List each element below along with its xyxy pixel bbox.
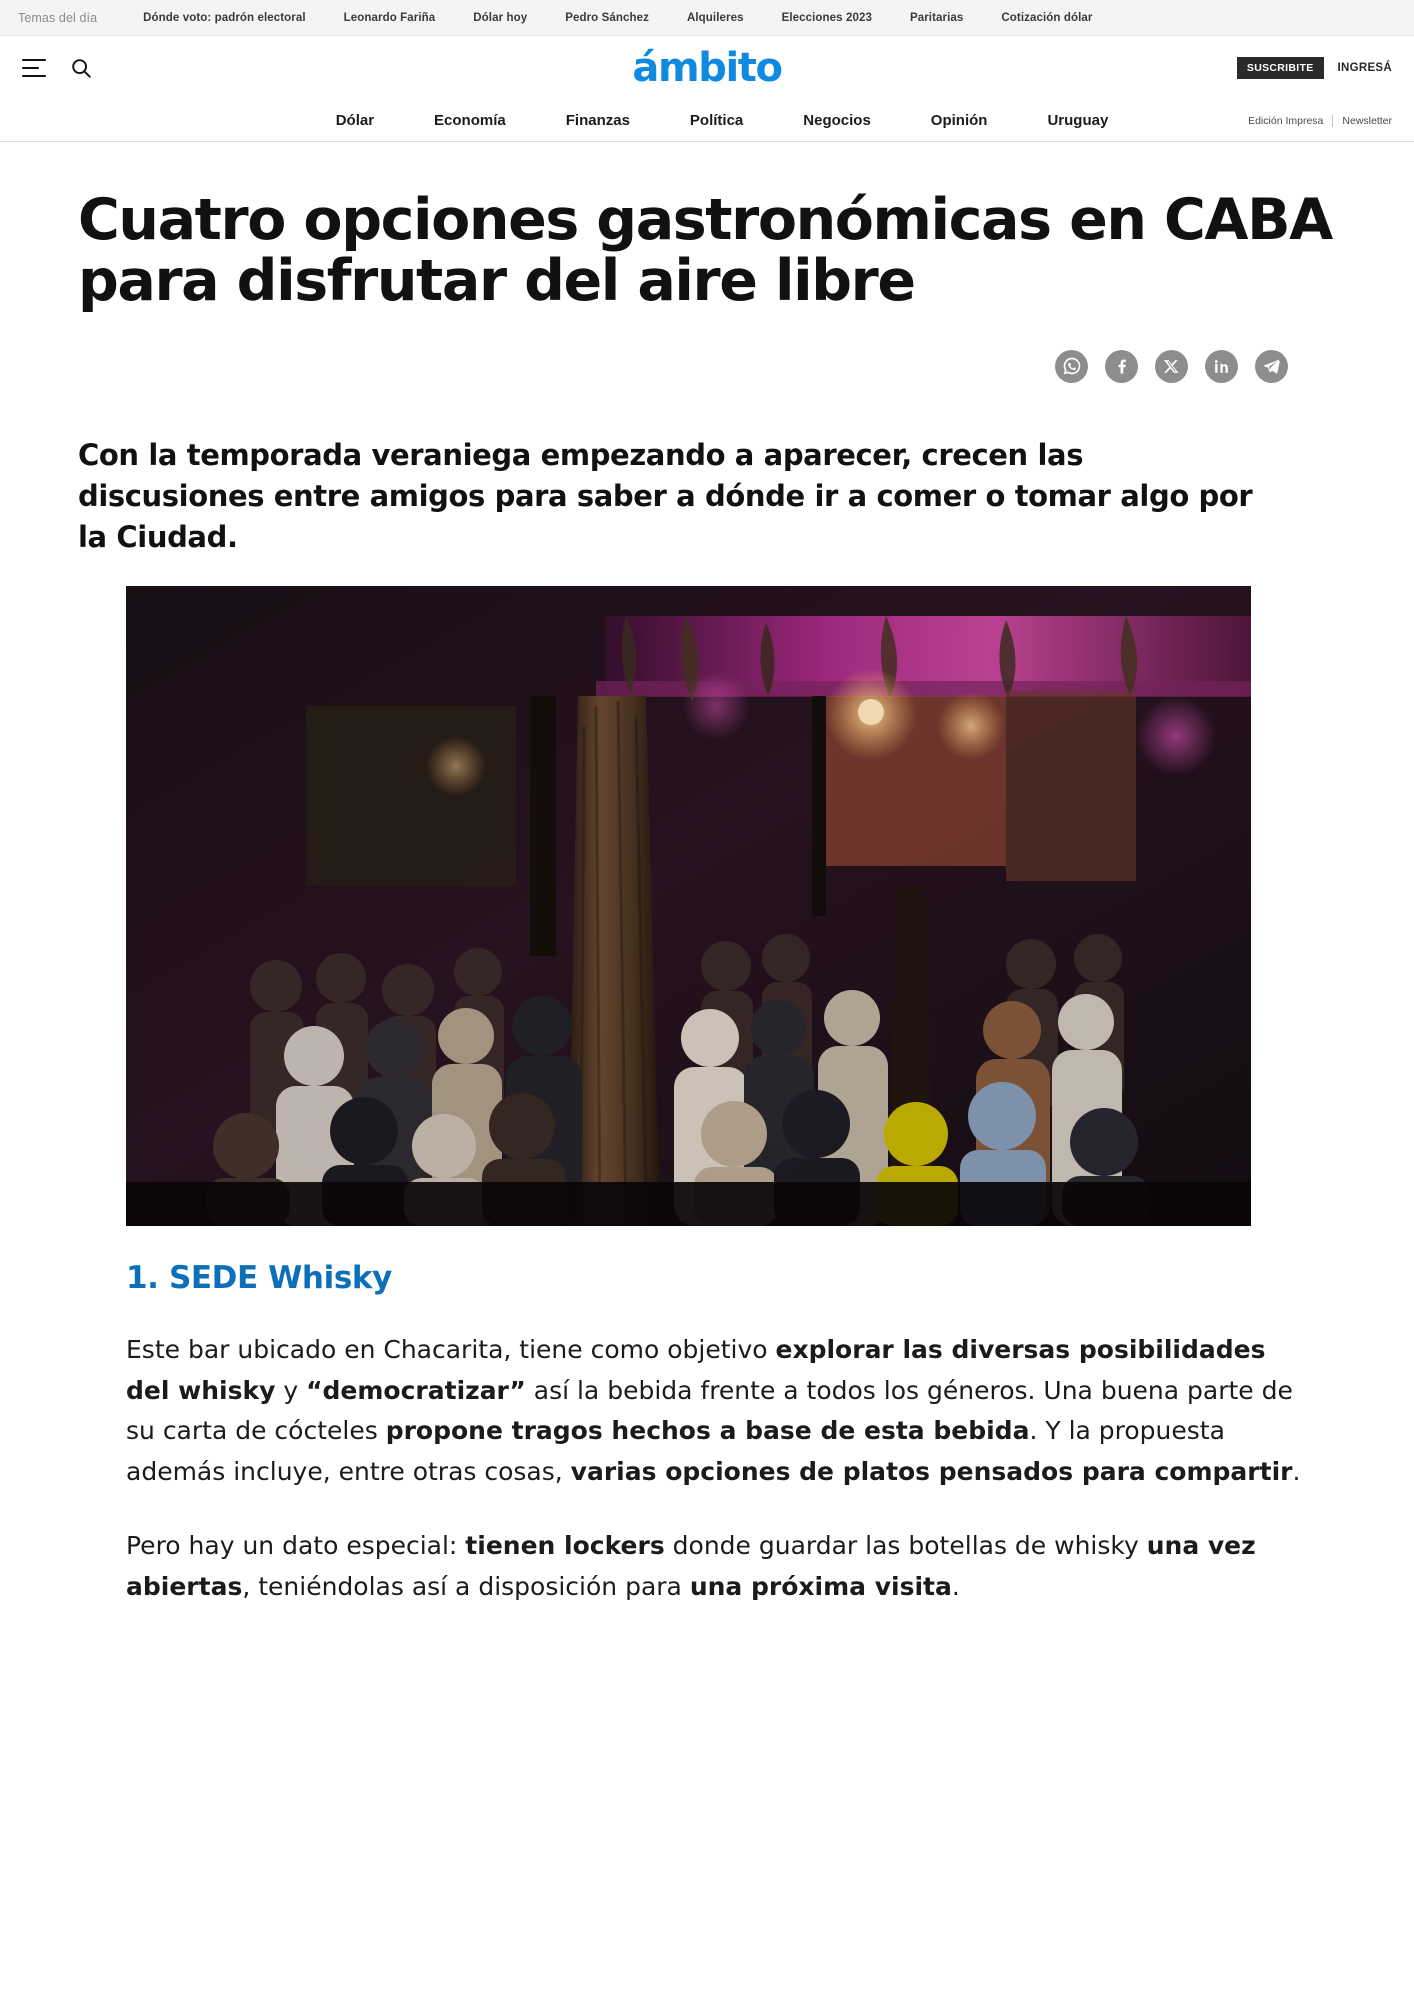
whatsapp-share-icon[interactable] — [1055, 350, 1088, 383]
topic-link-6[interactable]: Elecciones 2023 — [781, 11, 872, 24]
nav-newsletter[interactable]: Newsletter — [1342, 114, 1392, 127]
topic-link-2[interactable]: Leonardo Fariña — [343, 11, 436, 24]
x-share-icon[interactable] — [1155, 350, 1188, 383]
para1-bold-4: varias opciones de platos pensados para compartir — [570, 1456, 1293, 1486]
article-lede: Con la temporada veraniega empezando a aparecer, crecen las discusiones entre amigos para saber a dónde ir a comer o tomar algo por la Ciudad. — [78, 437, 1253, 555]
section-heading-sede-whisky: 1. SEDE Whisky — [126, 1260, 392, 1297]
para1-text-3: así la bebida frente a todos los géneros. Una buena parte de su carta de cócteles — [126, 1375, 1293, 1446]
topic-link-4[interactable]: Pedro Sánchez — [565, 11, 649, 24]
subscribe-button[interactable]: SUSCRIBITE — [1237, 57, 1324, 79]
para2-bold-2: una vez abiertas — [126, 1531, 1256, 1601]
page-title: Cuatro opciones gastronómicas en CABA para disfrutar del aire libre — [78, 187, 1332, 314]
para2-text-3: , teniéndolas así a disposición para — [242, 1571, 690, 1601]
nav-item-negocios[interactable]: Negocios — [803, 112, 871, 129]
nav-item-uruguay[interactable]: Uruguay — [1047, 112, 1109, 129]
para1-text-2: y — [275, 1375, 307, 1405]
search-icon[interactable] — [68, 55, 94, 81]
para1-bold-3: propone tragos hechos a base de esta bebida — [385, 1416, 1030, 1446]
article-image — [126, 586, 1251, 1226]
telegram-share-icon[interactable] — [1255, 350, 1288, 383]
site-logo[interactable]: ámbito — [632, 45, 782, 91]
masthead-left — [22, 55, 94, 81]
nav-item-dolar[interactable]: Dólar — [335, 112, 375, 129]
para2-text-2: donde guardar las botellas de whisky — [664, 1531, 1147, 1561]
nav-item-politica[interactable]: Política — [689, 112, 744, 129]
topic-link-8[interactable]: Cotización dólar — [1001, 11, 1093, 24]
menu-icon[interactable] — [22, 59, 46, 77]
article — [0, 187, 1414, 1607]
para1-bold-2: “democratizar” — [306, 1375, 526, 1405]
nav-item-economia[interactable]: Economía — [434, 112, 506, 129]
nav-links — [306, 112, 1109, 129]
para2-text-4: . — [951, 1571, 960, 1601]
para2-text-1: Pero hay un dato especial: — [126, 1531, 466, 1561]
para2-bold-3: una próxima visita — [689, 1571, 952, 1601]
topics-bar — [0, 0, 1414, 36]
login-link[interactable]: INGRESÁ — [1337, 62, 1392, 74]
linkedin-share-icon[interactable] — [1205, 350, 1238, 383]
topics-label: Temas del día — [18, 10, 98, 25]
masthead — [0, 36, 1414, 100]
nav-item-finanzas[interactable]: Finanzas — [565, 112, 630, 129]
article-paragraph-1 — [126, 1330, 1311, 1492]
topic-link-3[interactable]: Dólar hoy — [473, 11, 528, 24]
topic-link-5[interactable]: Alquileres — [686, 11, 744, 24]
main-nav — [0, 100, 1414, 142]
masthead-right — [1237, 57, 1392, 79]
share-row — [78, 350, 1336, 383]
facebook-share-icon[interactable] — [1105, 350, 1138, 383]
nav-divider — [1332, 115, 1333, 127]
para1-text-5: . — [1292, 1456, 1301, 1486]
article-figure — [126, 586, 1251, 1226]
para2-bold-1: tienen lockers — [465, 1531, 665, 1561]
para1-text-4: . Y la propuesta además incluye, entre otras cosas, — [126, 1416, 1225, 1486]
topic-link-7[interactable]: Paritarias — [909, 11, 964, 24]
para1-bold-1: explorar las diversas posibilidades del whisky — [126, 1335, 1266, 1405]
para1-text-1: Este bar ubicado en Chacarita, tiene como objetivo — [126, 1335, 776, 1365]
nav-item-opinion[interactable]: Opinión — [930, 112, 988, 129]
topic-link-1[interactable]: Dónde voto: padrón electoral — [143, 11, 306, 24]
article-paragraph-2 — [126, 1526, 1311, 1607]
nav-edicion-impresa[interactable]: Edición Impresa — [1248, 114, 1324, 127]
nav-secondary — [1248, 115, 1392, 127]
